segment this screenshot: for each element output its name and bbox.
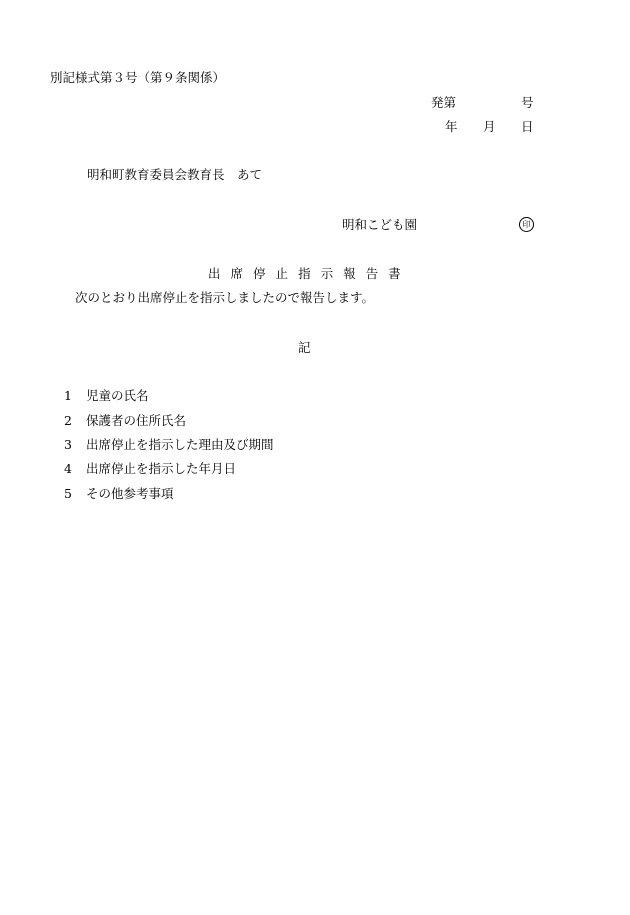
title-char: 示 [320, 266, 334, 281]
date-year-label: 年 [445, 119, 458, 134]
ki-heading: 記 [298, 340, 311, 355]
title-char: 書 [388, 266, 401, 281]
document-title [208, 266, 411, 282]
item-label: その他参考事項 [86, 486, 174, 501]
seal-icon: 印 [519, 217, 534, 232]
date-month-label: 月 [483, 119, 496, 134]
intro-text: 次のとおり出席停止を指示しましたので報告します。 [75, 290, 375, 305]
title-char: 告 [365, 266, 379, 281]
title-char: 止 [275, 266, 289, 281]
item-label: 出席停止を指示した年月日 [86, 461, 237, 476]
sender-name: 明和こども園 [342, 217, 418, 232]
item-number: 2 [64, 413, 72, 428]
title-char: 出 [208, 266, 221, 281]
issue-number-prefix: 発第 [431, 95, 457, 110]
title-char: 指 [298, 266, 311, 281]
title-char: 席 [230, 266, 244, 281]
title-char: 報 [343, 266, 356, 281]
date-day-label: 日 [521, 119, 534, 134]
issue-number-suffix: 号 [521, 95, 534, 110]
item-label: 出席停止を指示した理由及び期間 [86, 437, 274, 452]
item-number: 1 [64, 388, 72, 403]
recipient: 明和町教育委員会教育長 あて [87, 167, 263, 182]
item-label: 児童の氏名 [86, 388, 149, 403]
item-number: 3 [64, 437, 72, 452]
item-number: 4 [64, 461, 72, 476]
item-label: 保護者の住所氏名 [86, 413, 187, 428]
title-char: 停 [253, 266, 266, 281]
form-number: 別記様式第３号（第９条関係） [50, 70, 226, 85]
item-number: 5 [64, 486, 72, 501]
